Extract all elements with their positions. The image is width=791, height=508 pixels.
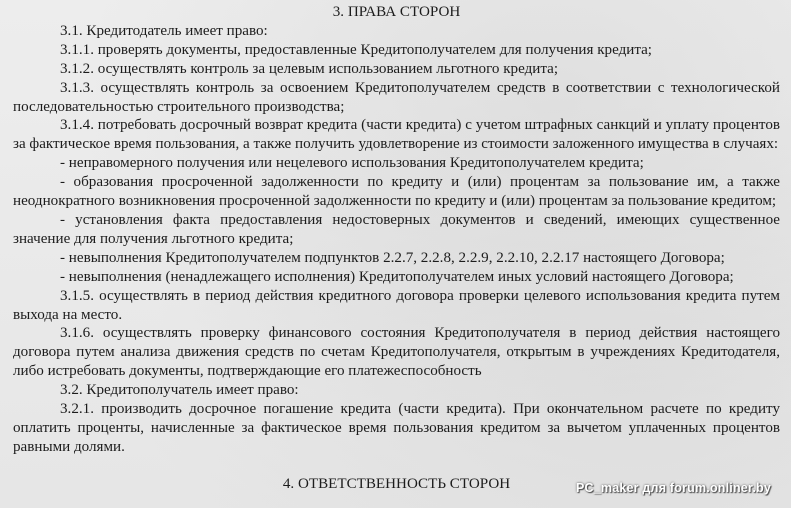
list-item: - неправомерного получения или нецелевого использования Кредитополучателем кредита; bbox=[60, 155, 644, 172]
clause-3-1-1: 3.1.1. проверять документы, предоставленные Кредитополучателем для получения кредита; bbox=[60, 41, 653, 58]
list-item: - образования просроченной задолженности по кредиту и (или) процентам за пользование им, а также неоднократного возникновения просроченной задолженности по кредиту и (или) процентам за пользование кредитом; bbox=[13, 174, 780, 210]
document-page bbox=[13, 3, 780, 494]
section-3-title: 3. ПРАВА СТОРОН bbox=[332, 4, 461, 20]
list-item: - невыполнения Кредитополучателем подпунктов 2.2.7, 2.2.8, 2.2.9, 2.2.10, 2.2.17 настоящего Договора; bbox=[60, 249, 725, 266]
list-item: - установления факта предоставления недостоверных документов и сведений, имеющих существенное значение для получения льготного кредита; bbox=[13, 211, 780, 247]
clause-3-1-4: 3.1.4. потребовать досрочный возврат кредита (части кредита) с учетом штрафных санкций и уплату процентов за фактическое время пользования, а также получить удовлетворение из стоимости заложенного имущества в случаях: bbox=[13, 117, 780, 153]
clause-3-1-3: 3.1.3. осуществлять контроль за освоением Кредитополучателем средств в соответствии с технологической последовательностью строительного производства; bbox=[13, 79, 780, 115]
clause-3-2: 3.2. Кредитополучатель имеет право: bbox=[60, 382, 299, 399]
clause-3-1: 3.1. Кредитодатель имеет право: bbox=[60, 22, 268, 39]
clause-3-2-1: 3.2.1. производить досрочное погашение кредита (части кредита). При окончательном расчете по кредиту оплатить проценты, начисленные за фактическое время пользования кредитом за вычетом уплаченных процентов равными долями. bbox=[13, 401, 780, 455]
watermark: PC_maker для forum.onliner.by bbox=[576, 481, 771, 495]
clause-3-1-6: 3.1.6. осуществлять проверку финансового состояния Кредитополучателя в период действия настоящего договора путем анализа движения средств по счетам Кредитополучателя, открытым в учреждениях Кредитодателя, либо истребовать документы, подтверждающие его платежеспособность bbox=[13, 325, 780, 380]
section-4-title: 4. ОТВЕТСТВЕННОСТЬ СТОРОН bbox=[282, 475, 511, 492]
clause-3-1-2: 3.1.2. осуществлять контроль за целевым использованием льготного кредита; bbox=[60, 60, 559, 77]
list-item: - невыполнения (ненадлежащего исполнения) Кредитополучателем иных условий настоящего Договора; bbox=[60, 268, 734, 285]
clause-3-1-5: 3.1.5. осуществлять в период действия кредитного договора проверки целевого использования кредита путем выхода на место. bbox=[13, 287, 780, 323]
